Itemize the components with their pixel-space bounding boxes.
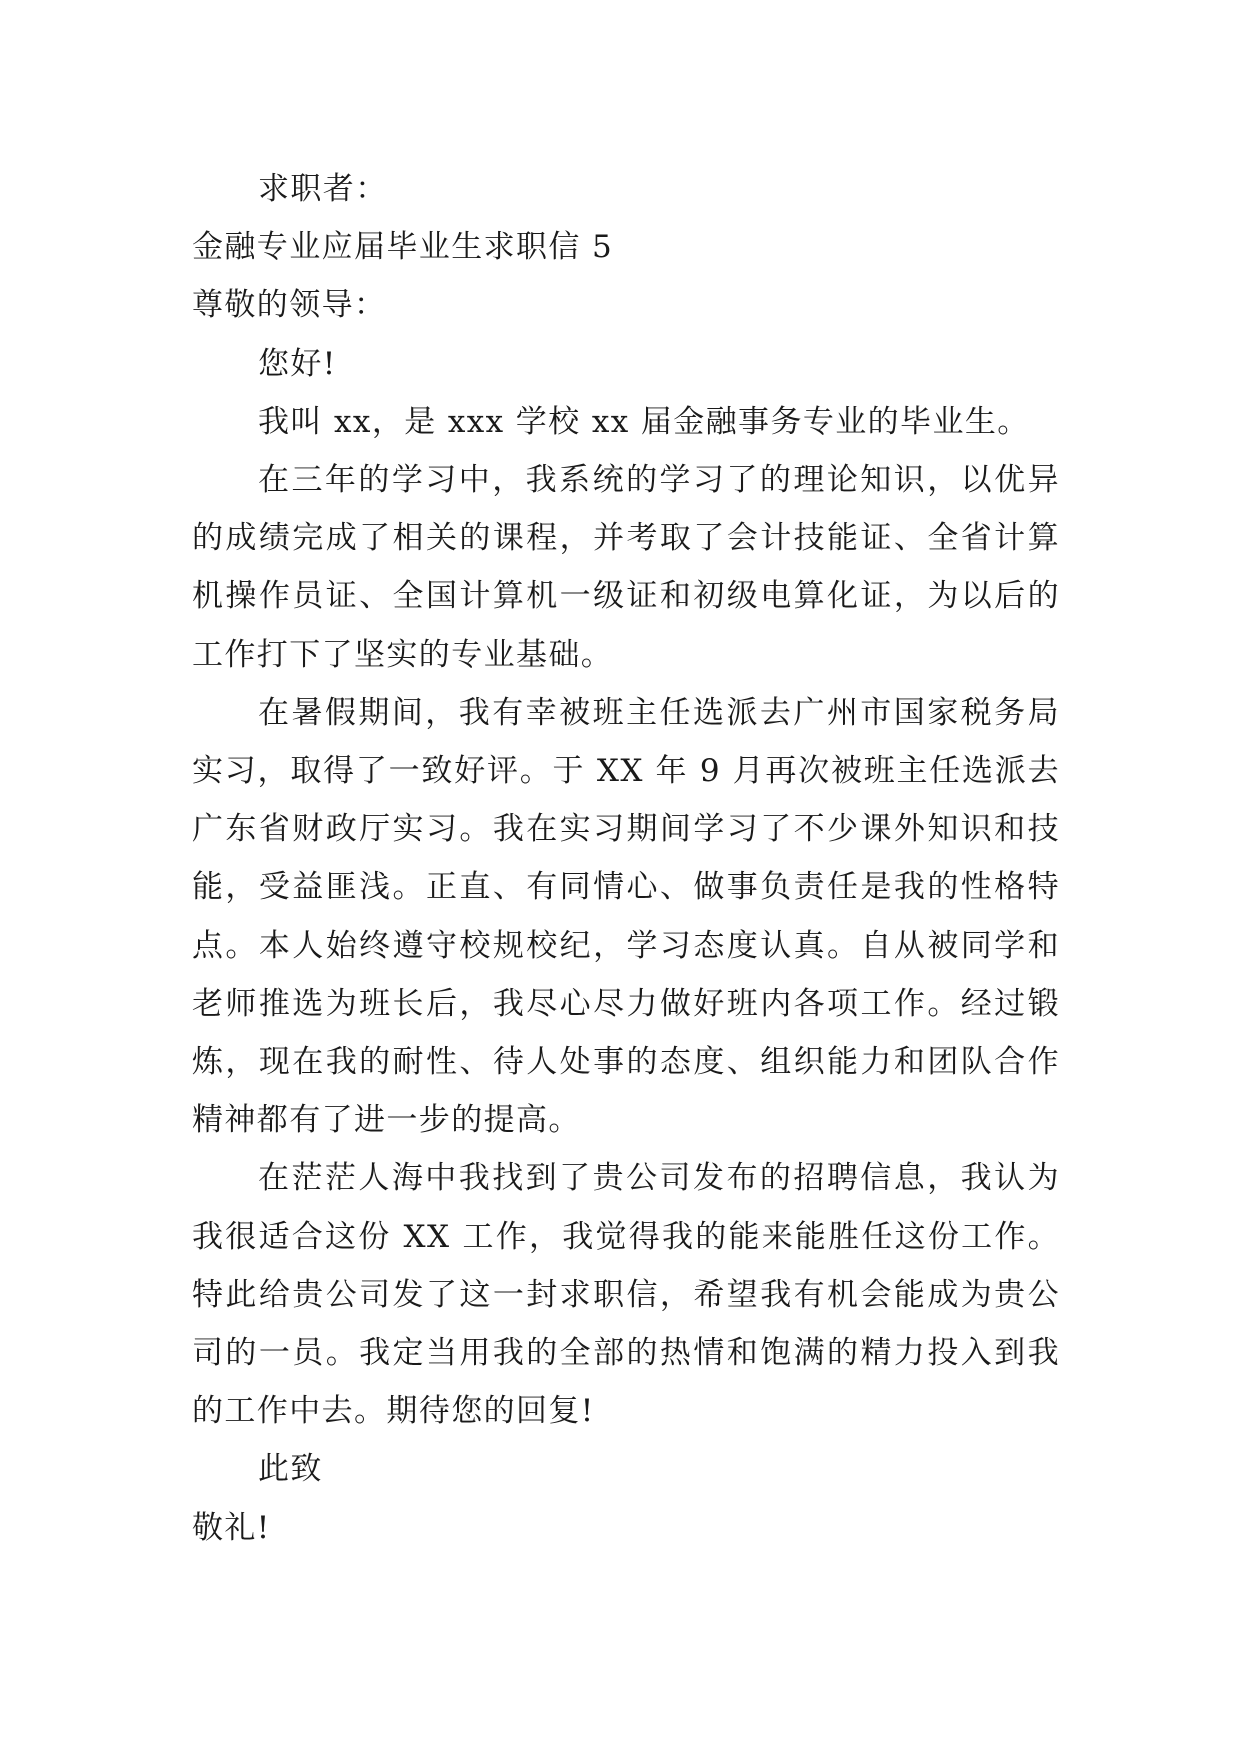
letter-body — [192, 160, 1060, 1557]
paragraph-study: 在三年的学习中，我系统的学习了的理论知识，以优异的成绩完成了相关的课程，并考取了会计技能证、全省计算机操作员证、全国计算机一级证和初级电算化证，为以后的工作打下了坚实的专业基础。 — [192, 462, 1060, 673]
paragraph-internship: 在暑假期间，我有幸被班主任选派去广州市国家税务局实习，取得了一致好评。于 XX 年 9 月再次被班主任选派去广东省财政厅实习。我在实习期间学习了不少课外知识和技能，受益匪浅。正直、有同情心、做事负责任是我的性格特点。本人始终遵守校规校纪，学习态度认真。自从被同学和老师推选为班长后，我尽心尽力做好班内各项工作。经过锻炼，现在我的耐性、待人处事的态度、组织能力和团队合作精神都有了进一步的提高。 — [192, 694, 1060, 1139]
applicant-label: 求职者： — [258, 171, 388, 207]
letter-title: 金融专业应届毕业生求职信 5 — [192, 229, 614, 266]
paragraph-application: 在茫茫人海中我找到了贵公司发布的招聘信息，我认为我很适合这份 XX 工作，我觉得我的能来能胜任这份工作。特此给贵公司发了这一封求职信，希望我有机会能成为贵公司的一员。我定当用我的全部的热情和饱满的精力投入到我的工作中去。期待您的回复! — [192, 1160, 1060, 1430]
closing-regards: 此致 — [258, 1451, 323, 1488]
salutation: 尊敬的领导： — [192, 287, 387, 324]
closing-salute: 敬礼! — [192, 1509, 271, 1546]
paragraph-intro: 我叫 xx，是 xxx 学校 xx 届金融事务专业的毕业生。 — [258, 403, 1030, 440]
greeting: 您好! — [258, 345, 337, 382]
